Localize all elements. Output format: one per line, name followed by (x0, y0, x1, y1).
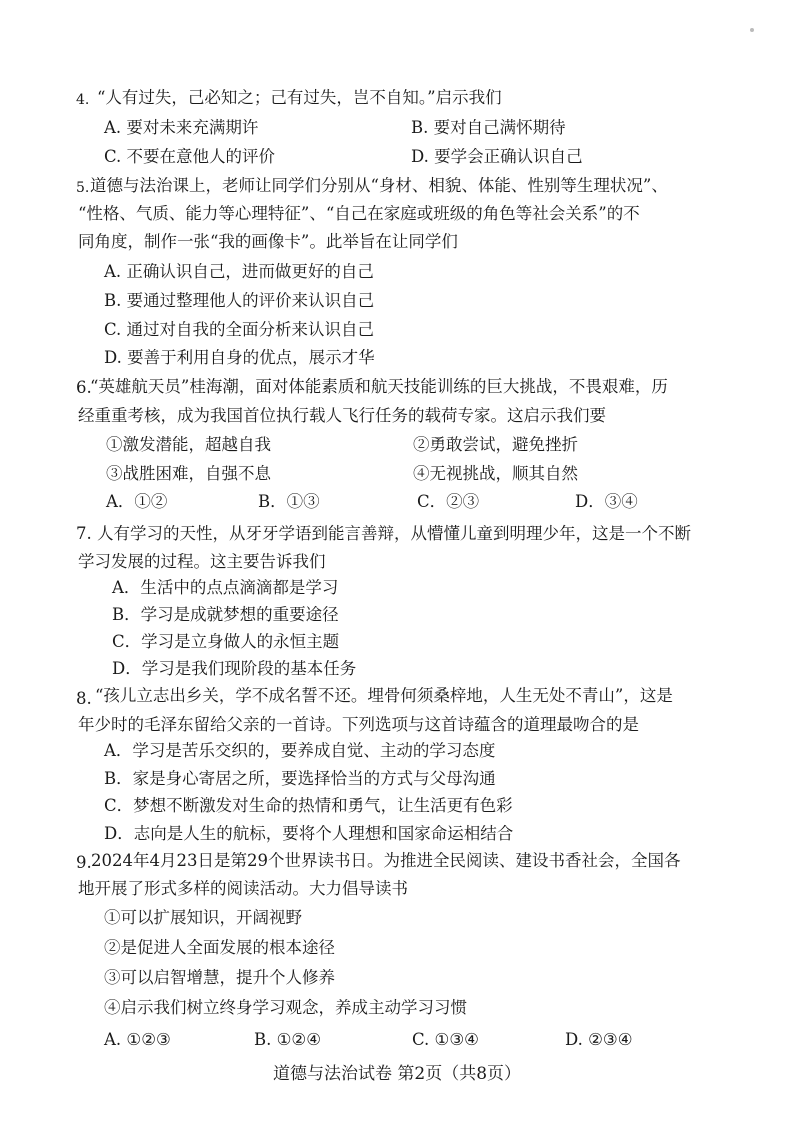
statement-4: ④启示我们树立终身学习观念，养成主动学习习惯 (104, 998, 467, 1017)
option-c: C．学习是立身做人的永恒主题 (112, 632, 340, 651)
option-c: C．②③ (417, 492, 480, 511)
question-number: 7. (76, 524, 92, 543)
option-d: D．志向是人生的航标，要将个人理想和国家命运相结合 (104, 824, 514, 843)
question-stem-line: 学习发展的过程。这主要告诉我们 (78, 552, 326, 571)
question-number: 6. (76, 378, 92, 397)
question-stem-line: 年少时的毛泽东留给父亲的一首诗。下列选项与这首诗蕴含的道理最吻合的是 (78, 715, 639, 734)
option-a: A．生活中的点点滴滴都是学习 (112, 578, 339, 597)
question-number: 9. (76, 853, 92, 872)
option-c: C．梦想不断激发对生命的热情和勇气，让生活更有色彩 (104, 796, 513, 815)
option-b: B. 要通过整理他人的评价来认识自己 (104, 291, 375, 310)
question-stem-line: 人有学习的天性，从牙牙学语到能言善辩，从懵懂儿童到明理少年，这是一个不断 (97, 524, 691, 543)
option-a: A. 要对未来充满期许 (104, 118, 259, 137)
statement-1: ①激发潜能，超越自我 (106, 435, 271, 454)
question-stem-line: 道德与法治课上，老师让同学们分别从“身材、相貌、体能、性别等生理状况”、 (90, 176, 668, 195)
statement-2: ②勇敢尝试，避免挫折 (413, 435, 578, 454)
option-d: D．③④ (575, 492, 638, 511)
option-d: D. ②③④ (565, 1030, 633, 1049)
question-stem-line: 同角度，制作一张“我的画像卡”。此举旨在让同学们 (78, 232, 458, 251)
option-a: A．学习是苦乐交织的，要养成自觉、主动的学习态度 (104, 741, 496, 760)
option-b: B. ①②④ (254, 1030, 322, 1049)
option-a: A. ①②③ (104, 1030, 171, 1049)
option-d: D. 要学会正确认识自己 (411, 147, 583, 166)
question-stem-line: 地开展了形式多样的阅读活动。大力倡导读书 (78, 879, 408, 898)
option-b: B．家是身心寄居之所，要选择恰当的方式与父母沟通 (104, 769, 496, 788)
statement-4: ④无视挑战，顺其自然 (413, 464, 578, 483)
question-stem-line: “性格、气质、能力等心理特征”、“自己在家庭或班级的角色等社会关系”的不 (78, 204, 640, 223)
question-stem-line: “人有过失，己必知之；己有过失，岂不自知。”启示我们 (97, 88, 502, 107)
option-d: D. 要善于利用自身的优点，展示才华 (104, 348, 375, 367)
statement-3: ③可以启智增慧，提升个人修养 (104, 968, 335, 987)
question-stem-line: “英雄航天员”桂海潮，面对体能素质和航天技能训练的巨大挑战，不畏艰难，历 (90, 377, 668, 396)
option-d: D．学习是我们现阶段的基本任务 (112, 659, 357, 678)
option-b: B. 要对自己满怀期待 (411, 118, 566, 137)
statement-1: ①可以扩展知识，开阔视野 (104, 908, 302, 927)
option-c: C. 通过对自我的全面分析来认识自己 (104, 320, 375, 339)
option-c: C. ①③④ (412, 1030, 479, 1049)
option-a: A．①② (106, 492, 168, 511)
question-number: 8. (76, 689, 92, 708)
question-number: 5. (76, 180, 90, 196)
option-b: B．学习是成就梦想的重要途径 (112, 605, 339, 624)
option-b: B．①③ (258, 492, 320, 511)
question-number: 4. (76, 92, 90, 108)
question-stem-line: 经重重考核，成为我国首位执行载人飞行任务的载荷专家。这启示我们要 (78, 406, 606, 425)
page-footer: 道德与法治试卷 第2页（共8页） (272, 1064, 522, 1084)
statement-3: ③战胜困难，自强不息 (106, 464, 271, 483)
statement-2: ②是促进人全面发展的根本途径 (104, 938, 335, 957)
question-stem-line: “孩儿立志出乡关，学不成名誓不还。埋骨何须桑梓地，人生无处不青山”，这是 (95, 686, 673, 705)
question-stem-line: 2024年4月23日是第29个世界读书日。为推进全民阅读、建设书香社会，全国各 (91, 851, 681, 870)
scan-dot (750, 28, 754, 32)
option-c: C. 不要在意他人的评价 (104, 147, 276, 166)
option-a: A. 正确认识自己，进而做更好的自己 (104, 262, 374, 281)
